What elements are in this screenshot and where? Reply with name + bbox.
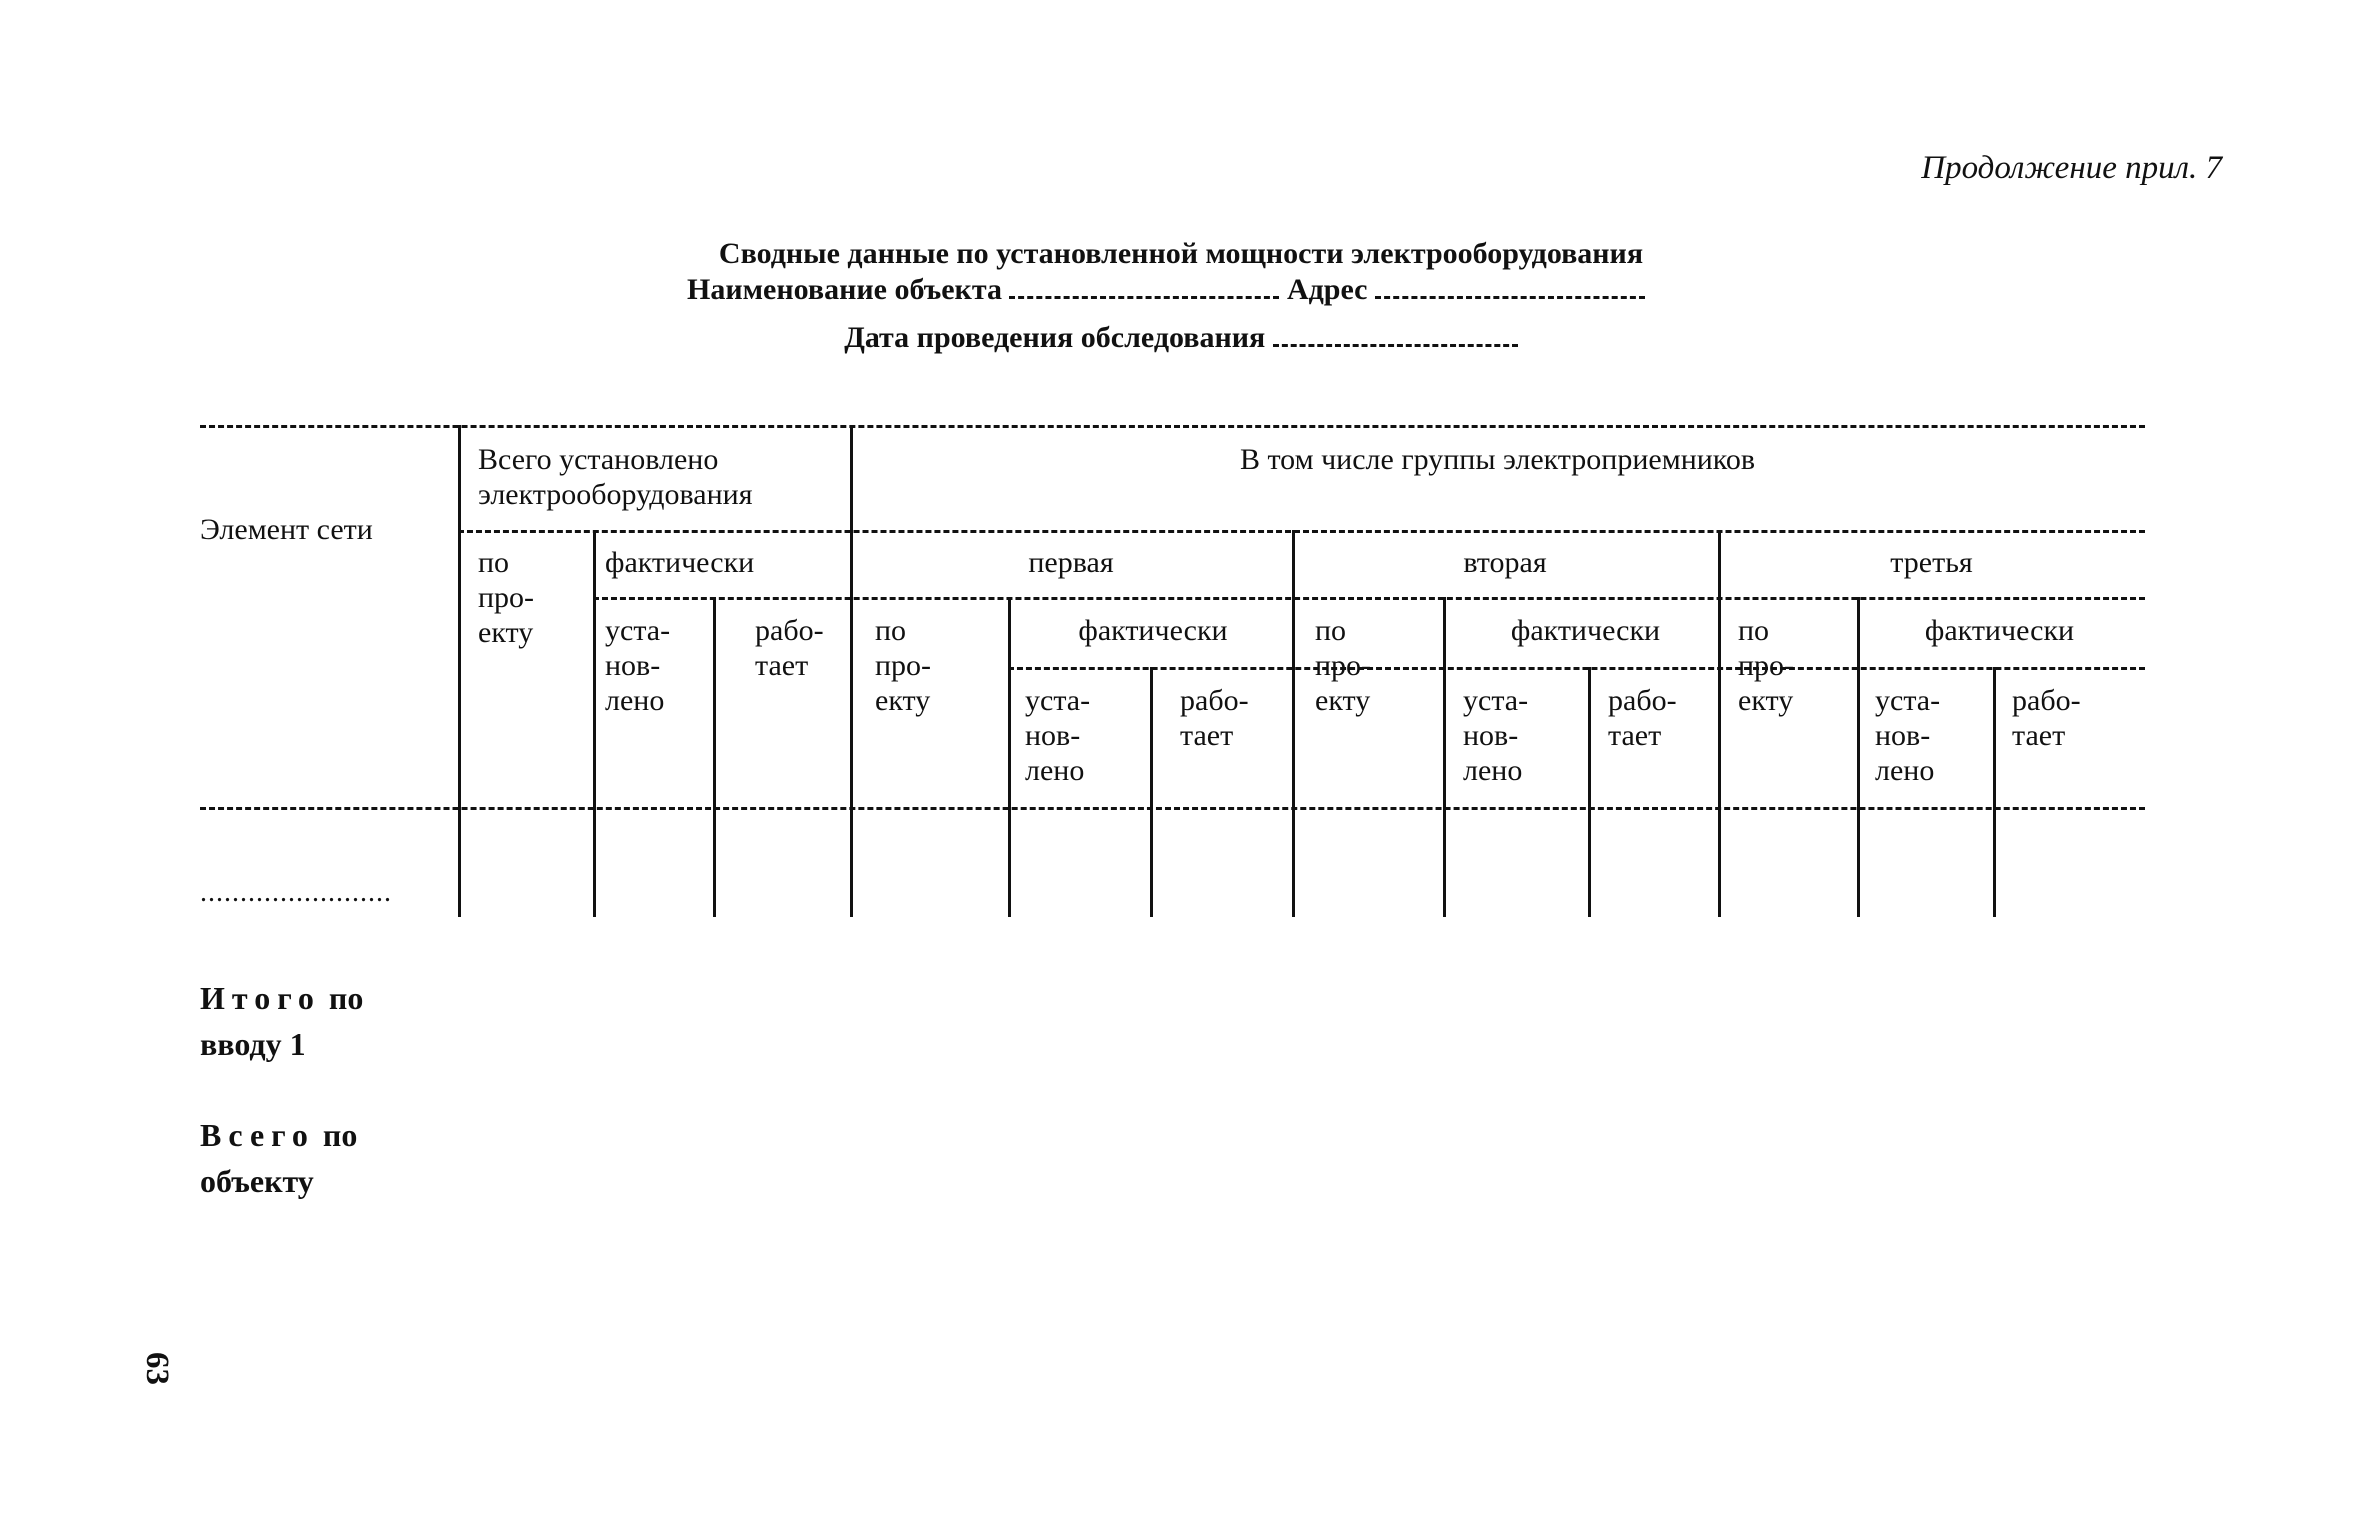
object-total-line2: объекту <box>200 1163 314 1199</box>
rule-under-header <box>200 807 2145 810</box>
address-label: Адрес <box>1286 273 1368 306</box>
object-name-blank[interactable] <box>1009 272 1279 299</box>
object-address-line <box>0 272 2362 308</box>
first-installed-label: уста- нов- лено <box>1025 684 1091 787</box>
element-header: Элемент сети <box>200 513 373 546</box>
rule-under-group-names <box>593 597 2145 600</box>
third-working-label: рабо- тает <box>2012 684 2081 752</box>
continuation-note: Продолжение прил. 7 <box>1921 150 2222 186</box>
col-divider-element <box>458 425 461 917</box>
first-actually-label: фактически <box>1078 614 1228 647</box>
input-total-line2: вводу 1 <box>200 1026 306 1062</box>
address-blank[interactable] <box>1375 272 1645 299</box>
second-actually-label: фактически <box>1510 614 1661 647</box>
groups-header: В том числе группы электроприемников <box>1239 443 1756 476</box>
col-divider-second-third <box>1718 530 1721 917</box>
second-installed-label: уста- нов- лено <box>1463 684 1529 787</box>
total-installed-label: уста- нов- лено <box>605 614 671 717</box>
title-line: Сводные данные по установленной мощности электрооборудования <box>718 237 1644 270</box>
second-working-label: рабо- тает <box>1608 684 1677 752</box>
total-by-project-label: по про- екту <box>478 546 535 649</box>
rule-under-top-headers <box>458 530 2145 533</box>
survey-date-line <box>0 320 2362 356</box>
third-installed-label: уста- нов- лено <box>1875 684 1941 787</box>
first-by-project-label: по про- екту <box>875 614 932 717</box>
col-divider-total-installed <box>713 597 716 917</box>
col-divider-third-installed <box>1993 667 1996 917</box>
table-top-rule <box>200 425 2145 428</box>
power-summary-table <box>200 425 2145 930</box>
row-placeholder: ........................ <box>200 877 392 908</box>
object-total-rest: по <box>322 1117 358 1153</box>
group-third-label: третья <box>1890 546 1973 579</box>
input-total-rest: по <box>328 980 364 1016</box>
col-divider-second-installed <box>1588 667 1591 917</box>
object-total-word: Всего <box>200 1117 315 1153</box>
input-total-word: Итого <box>200 980 321 1016</box>
group-first-label: первая <box>1028 546 1114 579</box>
col-divider-groups <box>850 425 853 917</box>
second-by-project-label: по про- екту <box>1315 614 1372 717</box>
col-divider-total-project <box>593 530 596 917</box>
total-working-label: рабо- тает <box>755 614 824 682</box>
object-name-label: Наименование объекта <box>687 273 1002 306</box>
rule-under-actually <box>1008 667 2145 670</box>
third-actually-label: фактически <box>1924 614 2075 647</box>
survey-date-blank[interactable] <box>1273 320 1518 347</box>
col-divider-first-second <box>1292 530 1295 917</box>
total-installed-header: Всего установлено электрооборудования <box>478 443 753 511</box>
third-by-project-label: по про- екту <box>1738 614 1795 717</box>
input-total-label <box>200 975 363 1067</box>
survey-date-label: Дата проведения обследования <box>844 321 1266 354</box>
document-title-block <box>0 236 2362 356</box>
page-number: 63 <box>139 1352 175 1385</box>
col-divider-first-installed <box>1150 667 1153 917</box>
group-second-label: вторая <box>1463 546 1547 579</box>
first-working-label: рабо- тает <box>1180 684 1249 752</box>
object-total-label <box>200 1112 357 1204</box>
total-actually-label: фактически <box>605 546 755 579</box>
